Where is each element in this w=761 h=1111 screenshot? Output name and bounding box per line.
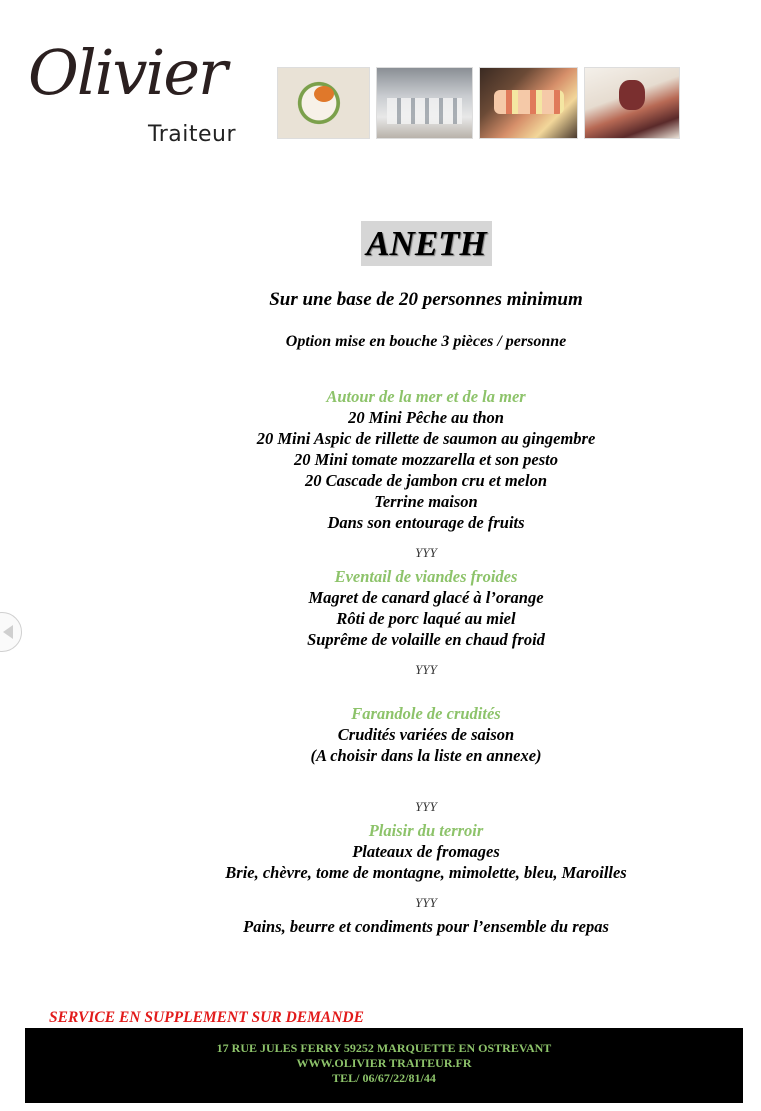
menu-item: Terrine maison [374, 492, 478, 511]
menu-option: Option mise en bouche 3 pièces / personne [285, 333, 567, 350]
menu-item: Rôti de porc laqué au miel [336, 609, 516, 628]
section-heading: Autour de la mer et de la mer [326, 387, 526, 406]
menu-item: Suprême de volaille en chaud froid [307, 630, 545, 649]
menu-section [0, 386, 761, 533]
section-heading: Farandole de crudités [351, 704, 501, 723]
logo-subtitle: Traiteur [148, 122, 236, 147]
menu-title: ANETH [361, 221, 492, 266]
footer-contact [25, 1028, 743, 1103]
section-separator: YYY [415, 799, 437, 814]
section-separator: YYY [415, 545, 437, 560]
menu-section [0, 703, 761, 766]
menu-item: 20 Cascade de jambon cru et melon [305, 471, 547, 490]
footer-website[interactable]: WWW.OLIVIER TRAITEUR.FR [296, 1056, 472, 1070]
logo-wordmark: Olivier [28, 36, 226, 109]
section-separator: YYY [415, 662, 437, 677]
section-heading: Eventail de viandes froides [334, 567, 518, 586]
menu-item: 20 Mini tomate mozzarella et son pesto [293, 450, 559, 469]
brand-logo [28, 38, 258, 153]
menu-section [0, 566, 761, 650]
menu-item: Dans son entourage de fruits [327, 513, 525, 532]
photo-gourmet-plate [584, 67, 680, 139]
menu-item: 20 Mini Pêche au thon [348, 408, 504, 427]
closing-line: Pains, beurre et condiments pour l’ensemble du repas [243, 917, 609, 936]
photo-reception-hall [376, 67, 473, 139]
photo-plated-dish [277, 67, 370, 139]
menu-subtitle: Sur une base de 20 personnes minimum [269, 289, 583, 310]
section-separator: YYY [415, 895, 437, 910]
menu-item: Magret de canard glacé à l’orange [308, 588, 544, 607]
footer-address: 17 RUE JULES FERRY 59252 MARQUETTE EN OSTREVANT [216, 1041, 552, 1055]
menu-item: Crudités variées de saison [337, 725, 515, 744]
menu-item: Brie, chèvre, tome de montagne, mimolette, bleu, Maroilles [225, 863, 627, 882]
footer-phone: TEL/ 06/67/22/81/44 [332, 1071, 436, 1085]
menu-section [0, 820, 761, 883]
menu-item: 20 Mini Aspic de rillette de saumon au gingembre [256, 429, 596, 448]
section-heading: Plaisir du terroir [368, 821, 484, 840]
photo-appetizer-platter [479, 67, 578, 139]
menu-item: (A choisir dans la liste en annexe) [310, 746, 542, 765]
service-note: SERVICE EN SUPPLEMENT SUR DEMANDE [49, 1009, 364, 1026]
menu-item: Plateaux de fromages [352, 842, 500, 861]
